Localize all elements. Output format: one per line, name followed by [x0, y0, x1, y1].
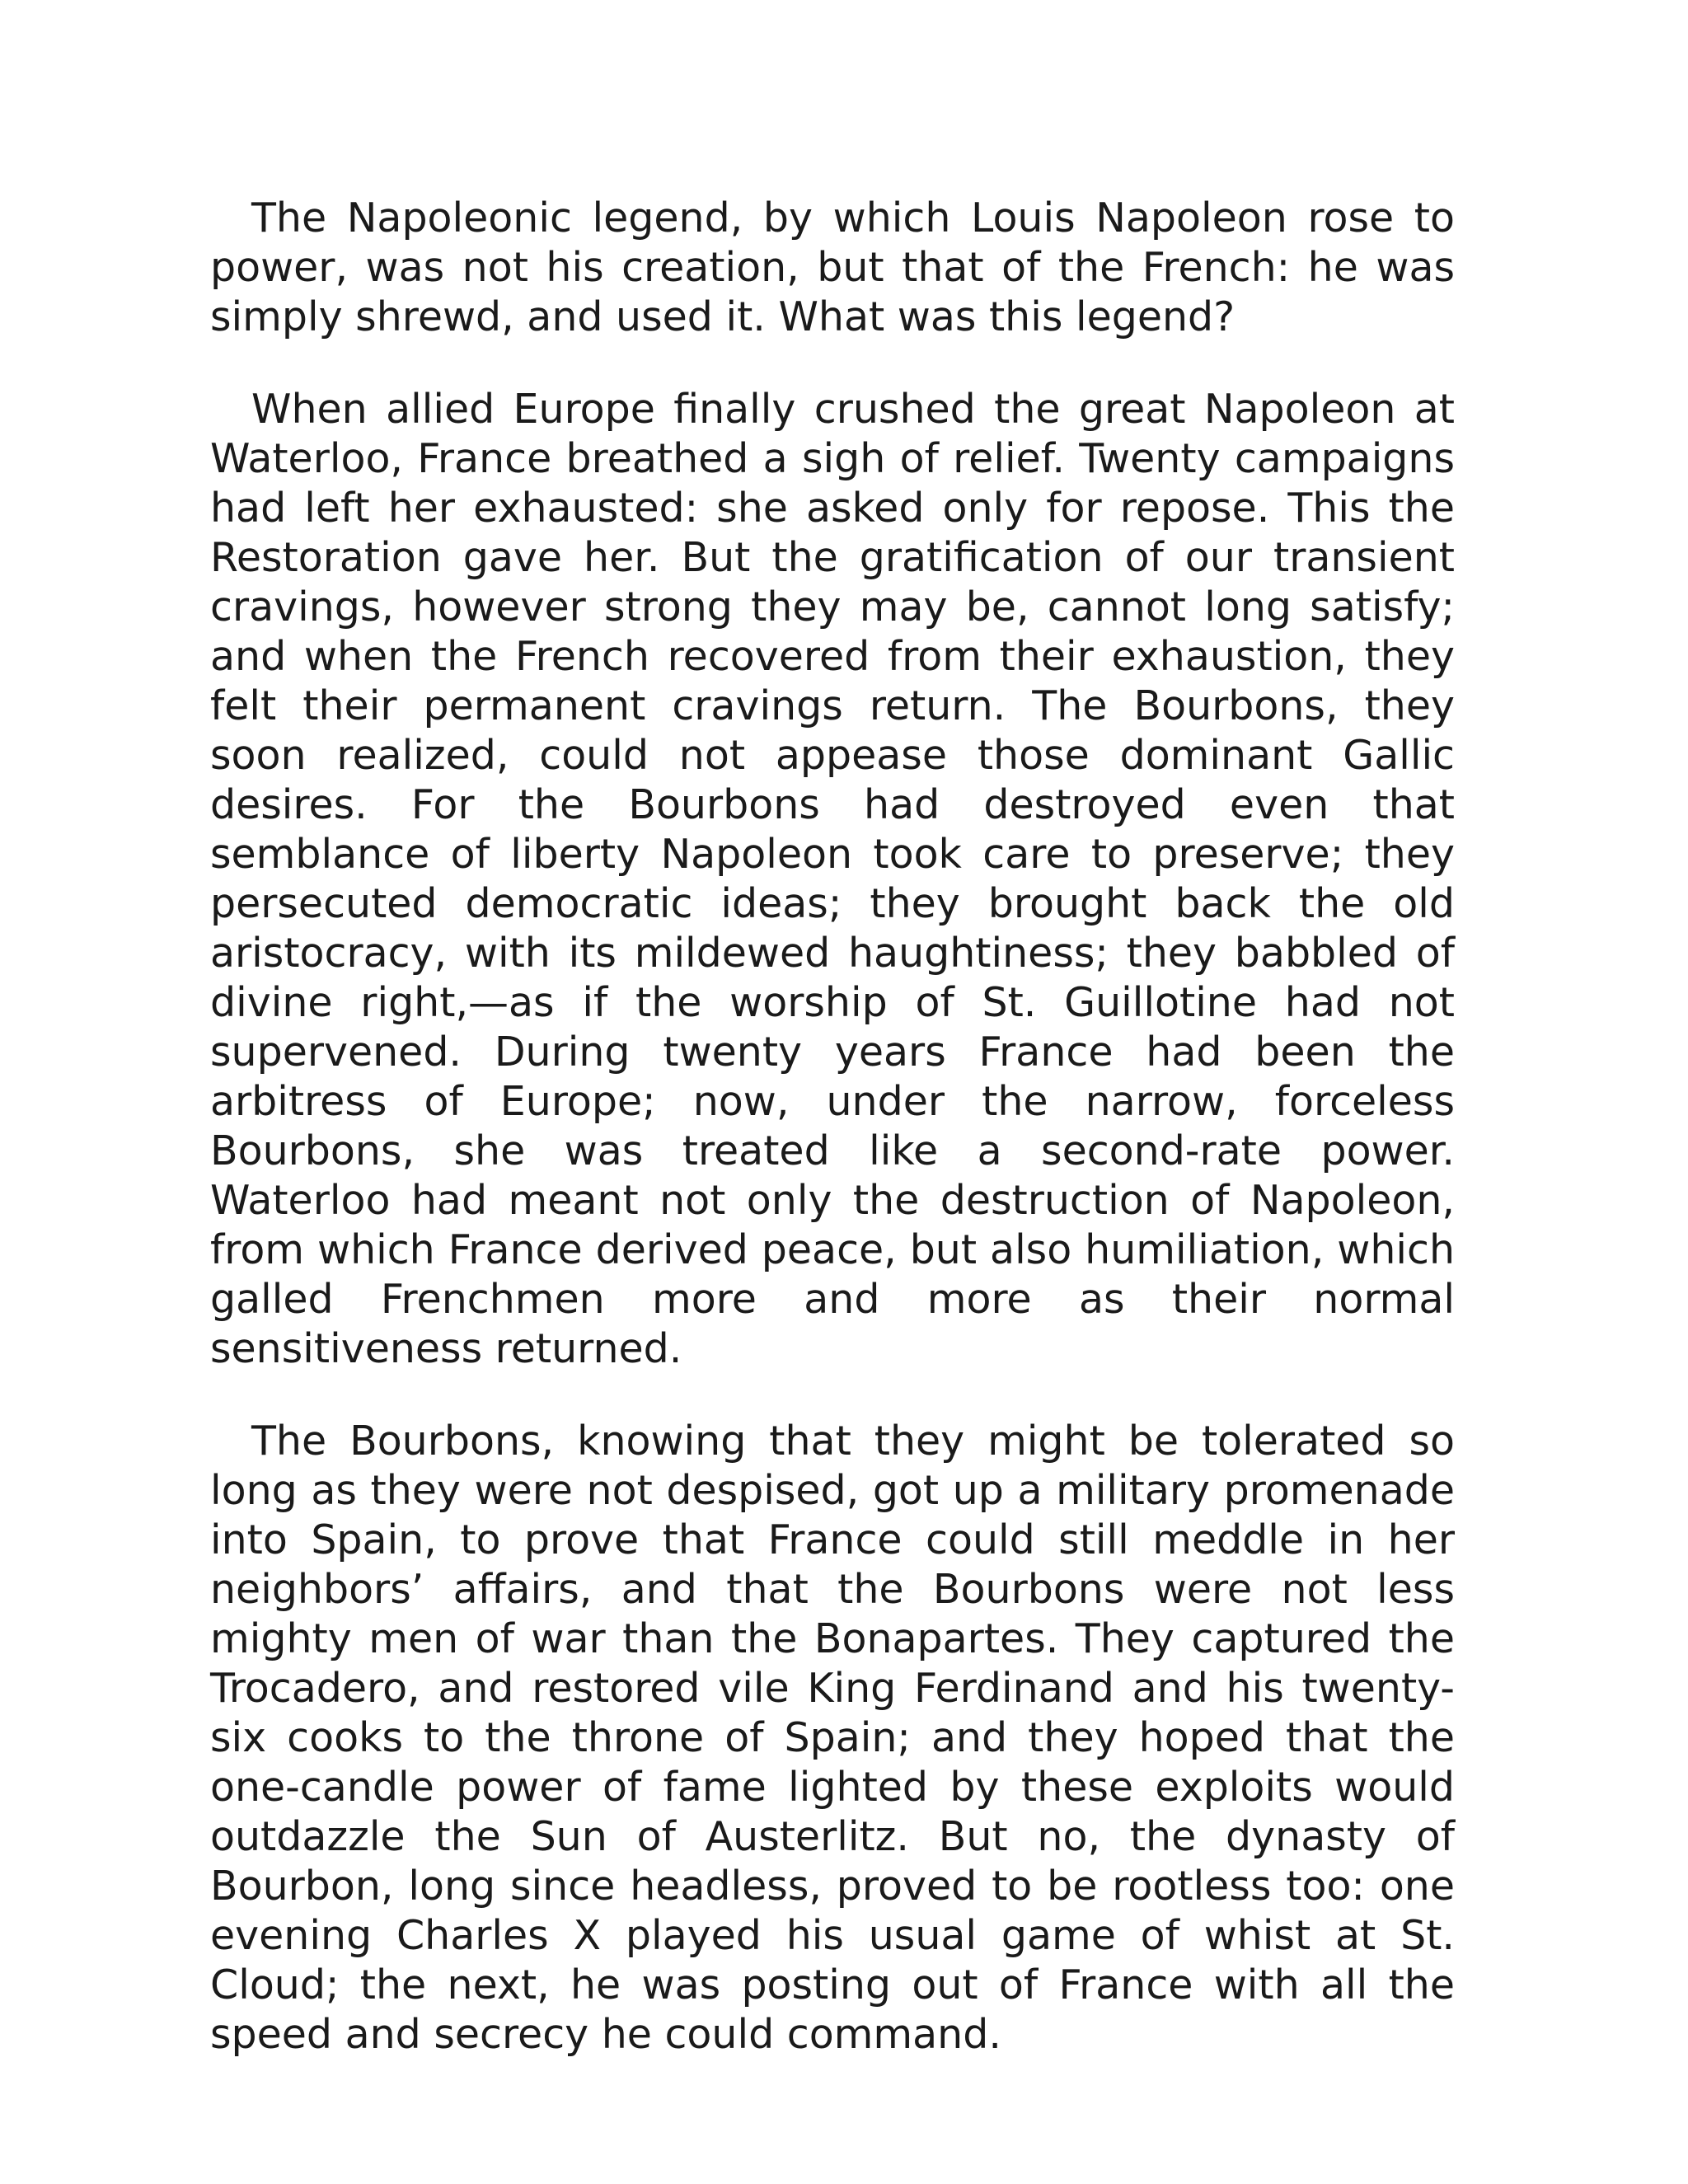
paragraph-bourbons: The Bourbons, knowing that they might be tolerated so long as they were not despised, got up a military promenade into Spain, to prove that France could still meddle in her neighbors’ affairs, and that the Bourbons were not less mighty men of war than the Bonapartes. They captured the Trocadero, and restored vile King Ferdinand and his twenty-six cooks to the throne of Spain; and they hoped that the one-candle power of fame lighted by these exploits would outdazzle the Sun of Austerlitz. But no, the dynasty of Bourbon, long since headless, proved to be rootless too: one evening Charles X played his usual game of whist at St. Cloud; the next, he was posting out of France with all the speed and secrecy he could command.: [210, 1418, 1455, 2058]
document-page: [210, 194, 1455, 2102]
paragraph-napoleonic-legend: The Napoleonic legend, by which Louis Napoleon rose to power, was not his creation, but that of the French: he was simply shrewd, and used it. What was this legend?: [210, 194, 1455, 340]
paragraph-restoration: When allied Europe finally crushed the great Napoleon at Waterloo, France breathed a sigh of relief. Twenty campaigns had left her exhausted: she asked only for repose. This the Restoration gave her. But the gratification of our transient cravings, however strong they may be, cannot long satisfy; and when the French recovered from their exhaustion, they felt their permanent cravings return. The Bourbons, they soon realized, could not appease those dominant Gallic desires. For the Bourbons had destroyed even that semblance of liberty Napoleon took care to preserve; they persecuted democratic ideas; they brought back the old aristocracy, with its mildewed haughtiness; they babbled of divine right,—as if the worship of St. Guillotine had not supervened. During twenty years France had been the arbitress of Europe; now, under the narrow, forceless Bourbons, she was treated like a second-rate power. Waterloo had meant not only the destruction of Napoleon, from which France derived peace, but also humiliation, which galled Frenchmen more and more as their normal sensitiveness returned.: [210, 386, 1455, 1372]
